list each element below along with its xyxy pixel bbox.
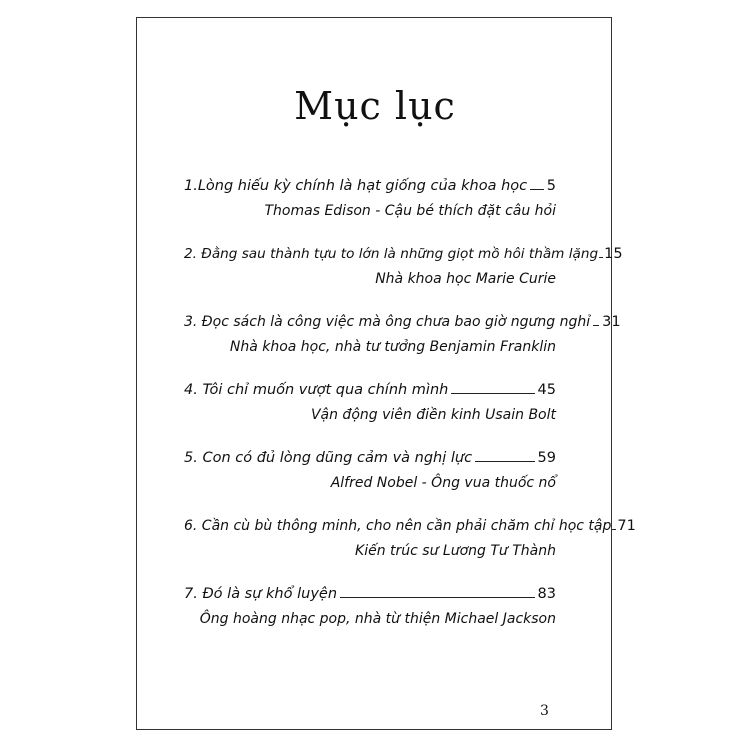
- toc-entry-title: 6. Cần cù bù thông minh, cho nên cần phải chăm chỉ học tập: [184, 518, 612, 534]
- toc-entry-subtitle: Thomas Edison - Cậu bé thích đặt câu hỏi: [264, 203, 556, 219]
- toc-entry: [184, 578, 556, 646]
- toc-page-number: 59: [537, 450, 556, 466]
- toc-entry-title: 7. Đó là sự khổ luyện: [184, 586, 338, 602]
- leader-line: [530, 189, 544, 190]
- leader-line: [593, 325, 599, 326]
- toc-entry-title: 3. Đọc sách là công việc mà ông chưa bao giờ ngưng nghỉ: [184, 314, 591, 330]
- page-number: 3: [540, 703, 549, 719]
- toc-entry-title: 4. Tôi chỉ muốn vượt qua chính mình: [184, 382, 449, 398]
- toc-entry-subtitle: Nhà khoa học Marie Curie: [375, 271, 556, 287]
- toc-page-number: 31: [602, 314, 621, 330]
- toc-entry: [184, 510, 636, 578]
- leader-line: [451, 393, 534, 394]
- toc-entry: [184, 374, 556, 442]
- toc-entry-subtitle: Ông hoàng nhạc pop, nhà từ thiện Michael Jackson: [199, 611, 556, 627]
- leader-line: [340, 597, 535, 598]
- toc-entry: [184, 170, 556, 238]
- toc-entry-subtitle: Alfred Nobel - Ông vua thuốc nổ: [330, 475, 556, 491]
- toc-page-number: 83: [537, 586, 556, 602]
- table-of-contents: [184, 170, 636, 646]
- toc-entry-subtitle: Vận động viên điền kinh Usain Bolt: [310, 407, 556, 423]
- toc-entry: [184, 306, 621, 374]
- leader-line: [599, 257, 603, 258]
- toc-entry: [184, 442, 556, 510]
- toc-entry-title: 1.Lòng hiếu kỳ chính là hạt giống của khoa học: [184, 178, 528, 194]
- leader-line: [612, 529, 616, 530]
- toc-page-number: 71: [617, 518, 636, 534]
- toc-page-number: 45: [537, 382, 556, 398]
- toc-entry-subtitle: Kiến trúc sư Lương Tư Thành: [355, 543, 556, 559]
- page-title: Mục lục: [294, 84, 456, 128]
- toc-entry-title: 2. Đằng sau thành tựu to lớn là những giọt mồ hôi thầm lặng: [184, 246, 599, 262]
- toc-entry-title: 5. Con có đủ lòng dũng cảm và nghị lực: [184, 450, 473, 466]
- toc-entry: [184, 238, 623, 306]
- toc-page-number: 5: [546, 178, 556, 194]
- leader-line: [475, 461, 534, 462]
- toc-entry-subtitle: Nhà khoa học, nhà tư tưởng Benjamin Franklin: [229, 339, 556, 355]
- toc-page-number: 15: [604, 246, 623, 262]
